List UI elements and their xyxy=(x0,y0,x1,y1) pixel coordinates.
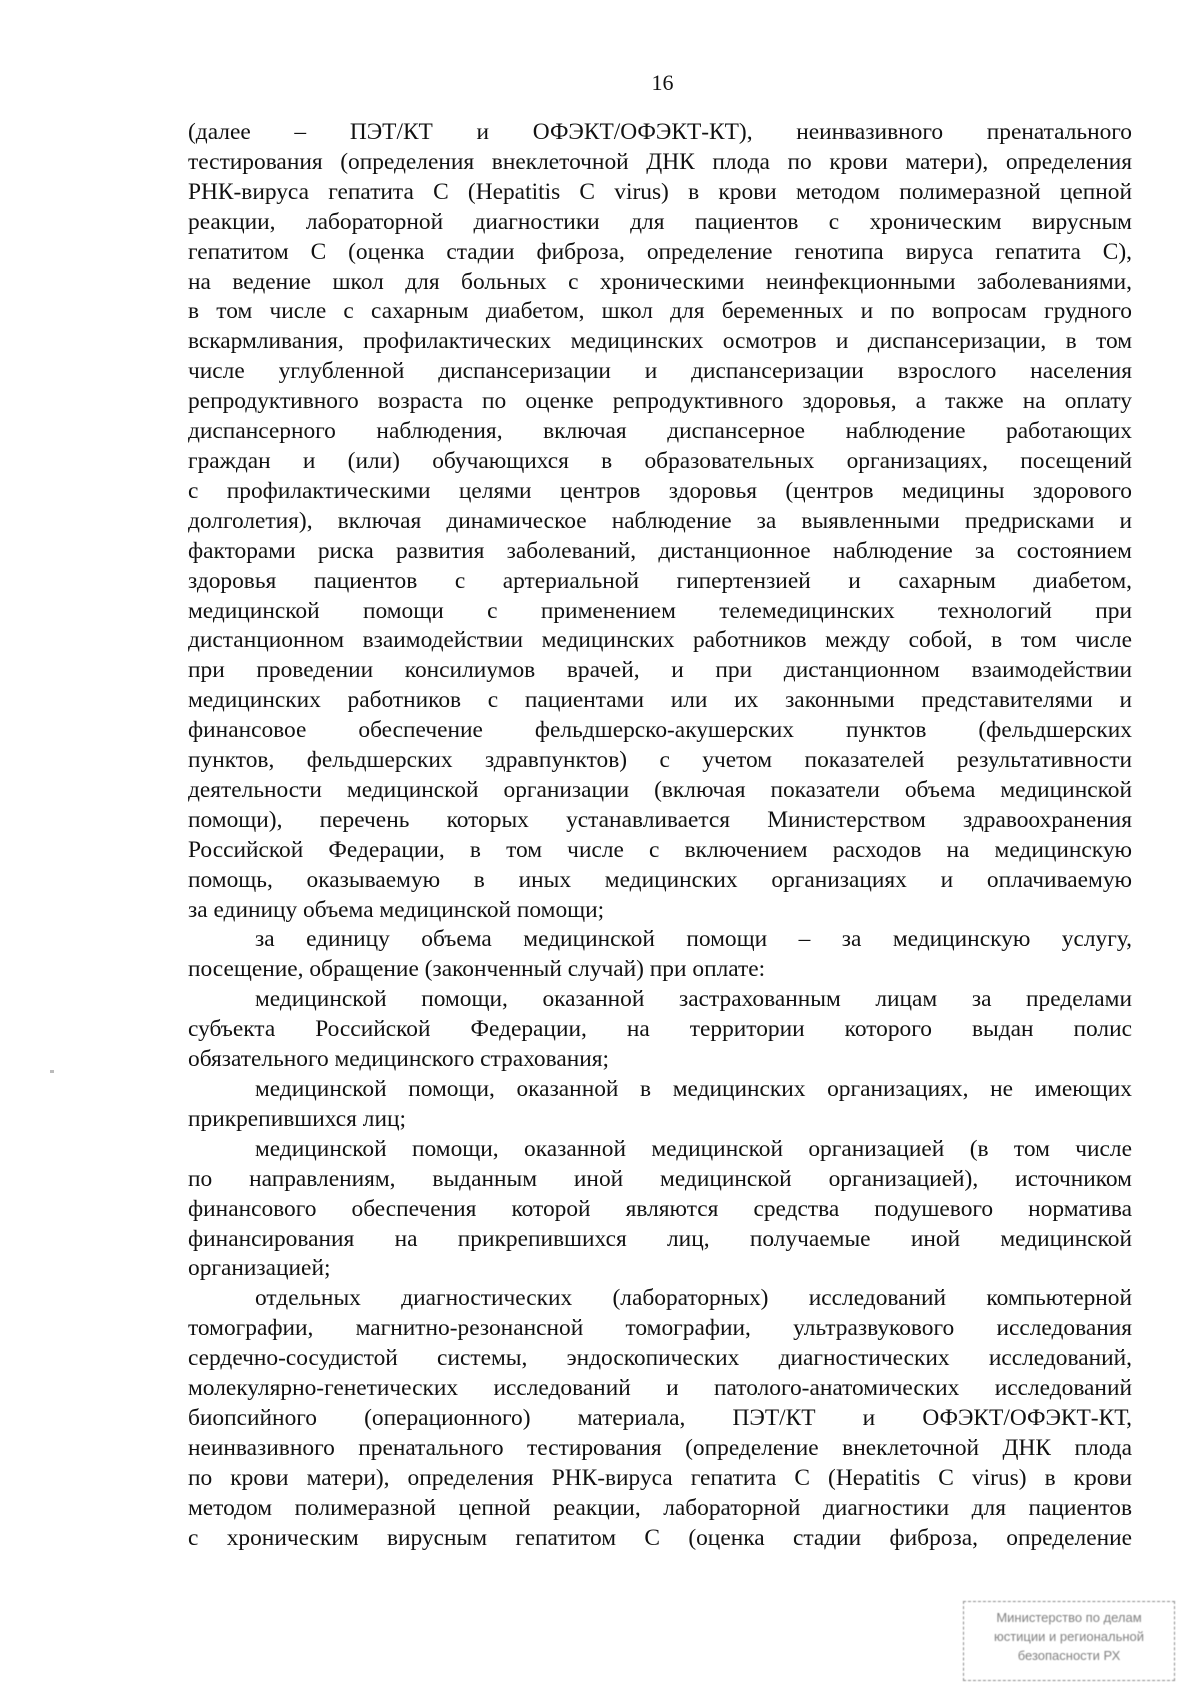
stamp-line: безопасности РХ xyxy=(1017,1648,1121,1663)
text-line: пунктов, фельдшерских здравпунктов) с учетом показателей результативности xyxy=(188,747,1132,774)
text-line: (далее – ПЭТ/КТ и ОФЭКТ/ОФЭКТ-КТ), неинвазивного пренатального xyxy=(188,119,1132,145)
text-line: томографии, магнитно-резонансной томографии, ультразвукового исследования xyxy=(188,1315,1132,1342)
text-line: здоровья пациентов с артериальной гипертензией и сахарным диабетом, xyxy=(188,567,1132,594)
text-line: медицинской помощи с применением телемедицинских технологий при xyxy=(188,597,1132,624)
text-line: прикрепившихся лиц; xyxy=(188,1105,406,1132)
text-line: за единицу объема медицинской помощи – за медицинскую услугу, xyxy=(255,926,1132,953)
document-body xyxy=(188,118,1132,1554)
text-line: неинвазивного пренатального тестирования (определение внеклеточной ДНК плода xyxy=(188,1434,1132,1461)
stamp-line: юстиции и региональной xyxy=(993,1629,1145,1644)
text-line: вскармливания, профилактических медицинских осмотров и диспансеризации, в том xyxy=(188,328,1132,355)
paragraph xyxy=(188,1135,1132,1285)
text-line: финансирования на прикрепившихся лиц, получаемые иной медицинской xyxy=(188,1225,1132,1252)
text-line: медицинской помощи, оказанной застрахованным лицам за пределами xyxy=(255,986,1132,1013)
text-line: долголетия), включая динамическое наблюдение за выявленными предрисками и xyxy=(188,507,1132,534)
paragraph xyxy=(188,118,1132,925)
text-line: РНК-вируса гепатита С (Hepatitis С virus) в крови методом полимеразной цепной xyxy=(188,178,1132,205)
text-line: финансового обеспечения которой являются средства подушевого норматива xyxy=(188,1195,1132,1222)
text-line: Российской Федерации, в том числе с включением расходов на медицинскую xyxy=(188,836,1132,863)
registration-stamp xyxy=(963,1601,1175,1681)
text-line: субъекта Российской Федерации, на территории которого выдан полис xyxy=(188,1016,1132,1043)
text-line: диспансерного наблюдения, включая диспансерное наблюдение работающих xyxy=(188,418,1132,445)
text-line: медицинской помощи, оказанной медицинской организацией (в том числе xyxy=(255,1135,1132,1162)
text-line: тестирования (определения внеклеточной ДНК плода по крови матери), определения xyxy=(188,148,1132,175)
text-line: факторами риска развития заболеваний, дистанционное наблюдение за состоянием xyxy=(188,537,1132,564)
text-line: при проведении консилиумов врачей, и при дистанционном взаимодействии xyxy=(188,657,1132,684)
text-line: по крови матери), определения РНК-вируса гепатита С (Hepatitis С virus) в крови xyxy=(188,1464,1132,1491)
text-line: по направлениям, выданным иной медицинской организацией), источником xyxy=(188,1165,1132,1192)
text-line: с профилактическими целями центров здоровья (центров медицины здорового xyxy=(188,477,1132,504)
text-line: посещение, обращение (законченный случай) при оплате: xyxy=(188,956,766,983)
paragraph xyxy=(188,925,1132,985)
text-line: гепатитом С (оценка стадии фиброза, определение генотипа вируса гепатита С), xyxy=(188,238,1132,265)
text-line: отдельных диагностических (лабораторных) исследований компьютерной xyxy=(255,1285,1132,1312)
text-line: числе углубленной диспансеризации и диспансеризации взрослого населения xyxy=(188,358,1132,385)
paragraph xyxy=(188,985,1132,1075)
text-line: обязательного медицинского страхования; xyxy=(188,1046,610,1073)
page-number: 16 xyxy=(651,70,674,95)
text-line: биопсийного (операционного) материала, ПЭТ/КТ и ОФЭКТ/ОФЭКТ-КТ, xyxy=(188,1404,1132,1431)
text-line: медицинской помощи, оказанной в медицинских организациях, не имеющих xyxy=(255,1076,1132,1102)
text-line: с хроническим вирусным гепатитом С (оценка стадии фиброза, определение xyxy=(188,1524,1132,1551)
text-line: методом полимеразной цепной реакции, лабораторной диагностики для пациентов xyxy=(188,1494,1132,1521)
text-line: помощи), перечень которых устанавливается Министерством здравоохранения xyxy=(188,806,1132,833)
text-line: молекулярно-генетических исследований и патолого-анатомических исследований xyxy=(188,1375,1132,1402)
text-line: организацией; xyxy=(188,1255,331,1282)
text-line: реакции, лабораторной диагностики для пациентов с хроническим вирусным xyxy=(188,208,1132,235)
text-line: дистанционном взаимодействии медицинских работников между собой, в том числе xyxy=(188,627,1132,654)
text-line: за единицу объема медицинской помощи; xyxy=(188,896,605,923)
text-line: сердечно-сосудистой системы, эндоскопических диагностических исследований, xyxy=(188,1345,1132,1372)
text-line: помощь, оказываемую в иных медицинских организациях и оплачиваемую xyxy=(188,866,1132,893)
text-line: граждан и (или) обучающихся в образовательных организациях, посещений xyxy=(188,447,1132,474)
text-line: на ведение школ для больных с хроническими неинфекционными заболеваниями, xyxy=(188,268,1132,295)
text-line: финансовое обеспечение фельдшерско-акушерских пунктов (фельдшерских xyxy=(188,717,1132,744)
stamp-line: Министерство по делам xyxy=(996,1610,1142,1625)
paragraph xyxy=(188,1284,1132,1553)
text-line: медицинских работников с пациентами или их законными представителями и xyxy=(188,687,1132,714)
text-line: в том числе с сахарным диабетом, школ для беременных и по вопросам грудного xyxy=(188,298,1132,325)
scan-artifact xyxy=(50,1070,54,1073)
text-line: деятельности медицинской организации (включая показатели объема медицинской xyxy=(188,776,1132,803)
paragraph xyxy=(188,1075,1132,1135)
text-line: репродуктивного возраста по оценке репродуктивного здоровья, а также на оплату xyxy=(188,388,1132,415)
